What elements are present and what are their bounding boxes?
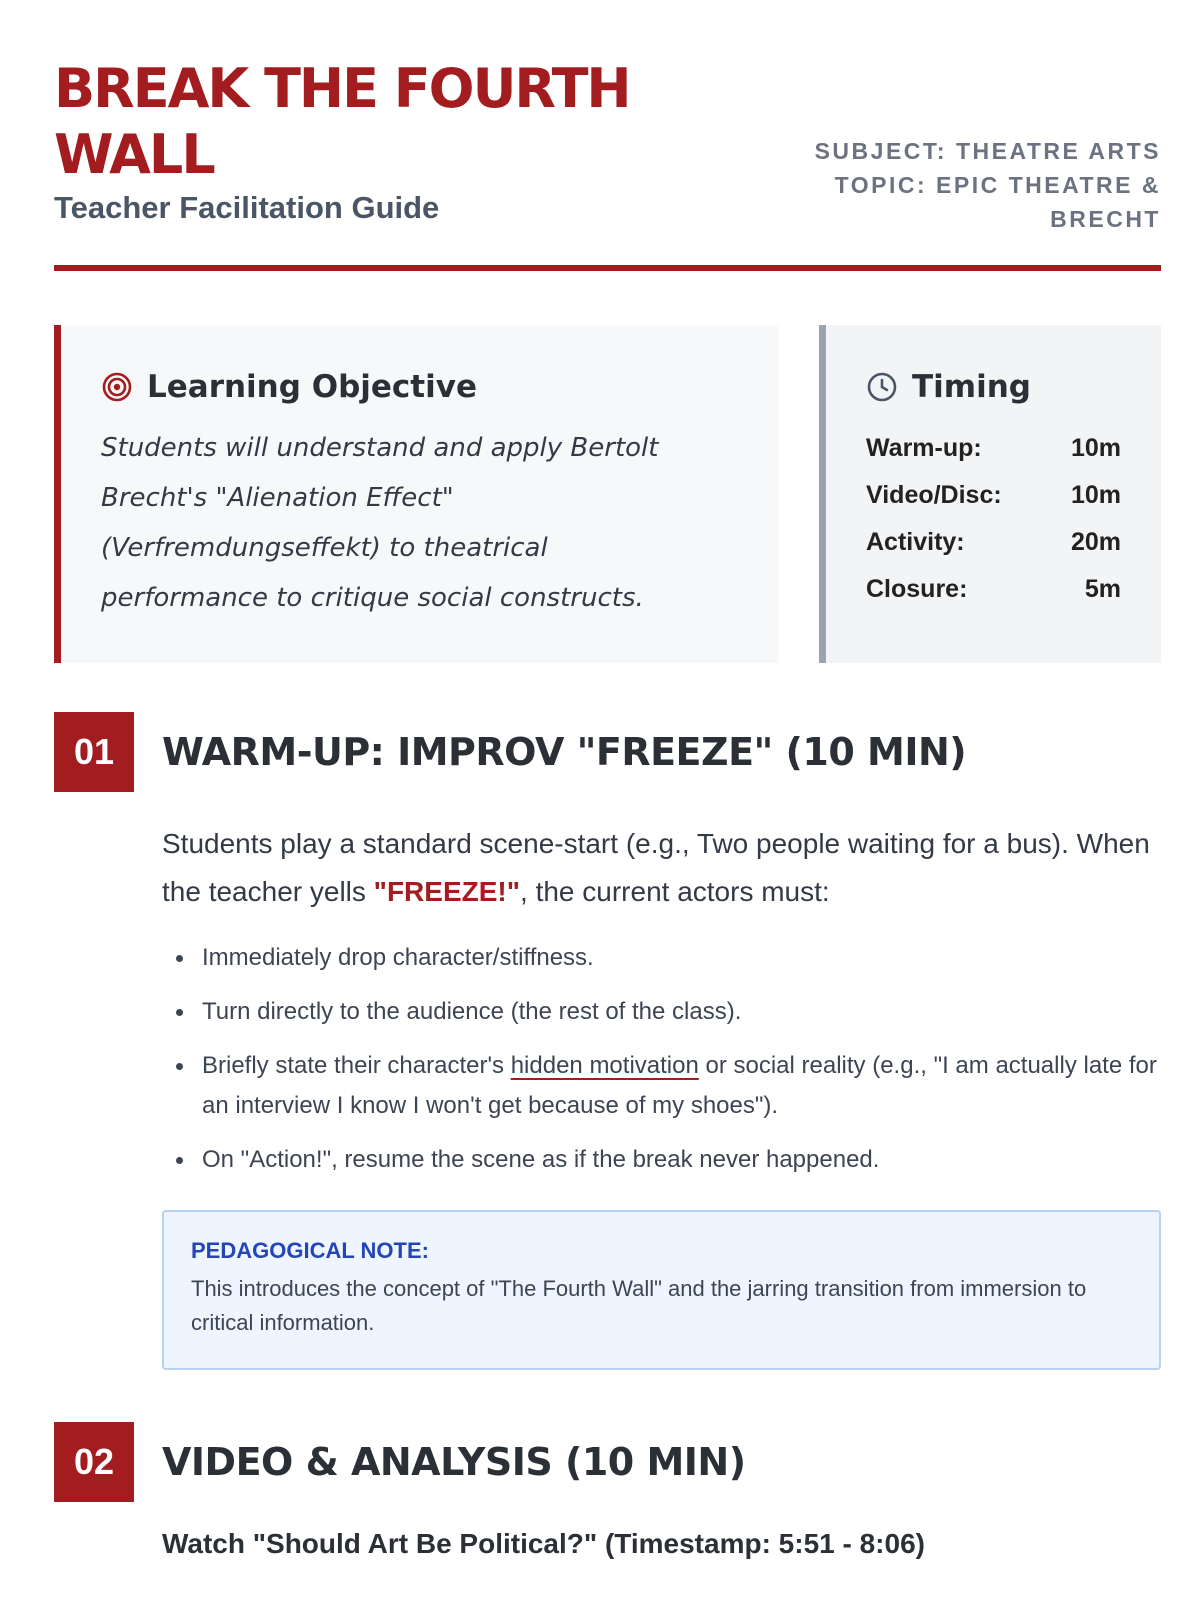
note-text: This introduces the concept of "The Fourth Wall" and the jarring transition from immersion to critical information. [191, 1276, 1087, 1335]
subject-label: SUBJECT: THEATRE ARTS [814, 138, 1161, 164]
timing-label: Closure: [866, 575, 968, 603]
section-02-header [54, 1422, 746, 1502]
list-item: Turn directly to the audience (the rest of the class). [162, 992, 1161, 1032]
section-intro [162, 820, 1161, 916]
lesson-meta [801, 134, 1161, 236]
document-title: BREAK THE FOURTH WALL [54, 57, 630, 186]
timing-heading-text: Timing [912, 369, 1031, 405]
target-icon [101, 371, 133, 403]
timing-row-activity [866, 519, 1121, 566]
clock-icon [866, 371, 898, 403]
document-header [54, 56, 1161, 271]
timing-box [819, 325, 1161, 663]
list-item: Immediately drop character/stiffness. [162, 938, 1161, 978]
section-01-header [54, 712, 966, 792]
steps-list [162, 938, 1161, 1180]
timing-row-closure [866, 566, 1121, 613]
list-item [162, 1046, 1161, 1126]
timing-value: 5m [1084, 575, 1121, 603]
hidden-motivation-term: hidden motivation [510, 1052, 699, 1079]
topic-label: TOPIC: EPIC THEATRE & BRECHT [834, 172, 1161, 232]
section-01-body [162, 820, 1161, 1370]
document-subtitle: Teacher Facilitation Guide [54, 190, 440, 225]
timing-label: Activity: [866, 528, 965, 556]
objective-text: Students will understand and apply Bertolt Brecht's "Alienation Effect" (Verfremdungseffekt) to theatrical performance to critique social constructs. [101, 433, 659, 613]
section-title: VIDEO & ANALYSIS (10 MIN) [162, 1440, 746, 1484]
timing-label: Warm-up: [866, 434, 982, 462]
page [54, 0, 1161, 1600]
list-item: On "Action!", resume the scene as if the break never happened. [162, 1140, 1161, 1180]
timing-row-warmup [866, 425, 1121, 472]
video-watch-instruction: Watch "Should Art Be Political?" (Timestamp: 5:51 - 8:06) [162, 1528, 925, 1559]
section-02-body [162, 1528, 1161, 1560]
timing-row-video [866, 472, 1121, 519]
objective-heading-text: Learning Objective [147, 369, 477, 405]
step-text: Briefly state their character's [202, 1052, 511, 1079]
section-number-badge: 01 [54, 712, 134, 792]
section-title: WARM-UP: IMPROV "FREEZE" (10 MIN) [162, 730, 967, 774]
freeze-highlight: "FREEZE!" [373, 876, 521, 907]
timing-heading [866, 365, 1121, 409]
objective-heading [101, 365, 739, 409]
timing-value: 10m [1070, 434, 1121, 462]
intro-text-end: , the current actors must: [520, 876, 830, 907]
timing-label: Video/Disc: [866, 481, 1002, 509]
timing-value: 10m [1070, 481, 1121, 509]
section-number-badge: 02 [54, 1422, 134, 1502]
note-label: PEDAGOGICAL NOTE: [191, 1238, 429, 1263]
step-text-end: or social reality (e.g., "I am actually late for an interview I know I won't get because of my shoes"). [202, 1052, 1157, 1119]
intro-text: Students play a standard scene-start (e.g., Two people waiting for a bus). When the teacher yells [162, 828, 1150, 907]
timing-value: 20m [1070, 528, 1121, 556]
pedagogical-note [162, 1210, 1161, 1370]
timing-list [866, 425, 1121, 613]
learning-objective-box [54, 325, 779, 663]
